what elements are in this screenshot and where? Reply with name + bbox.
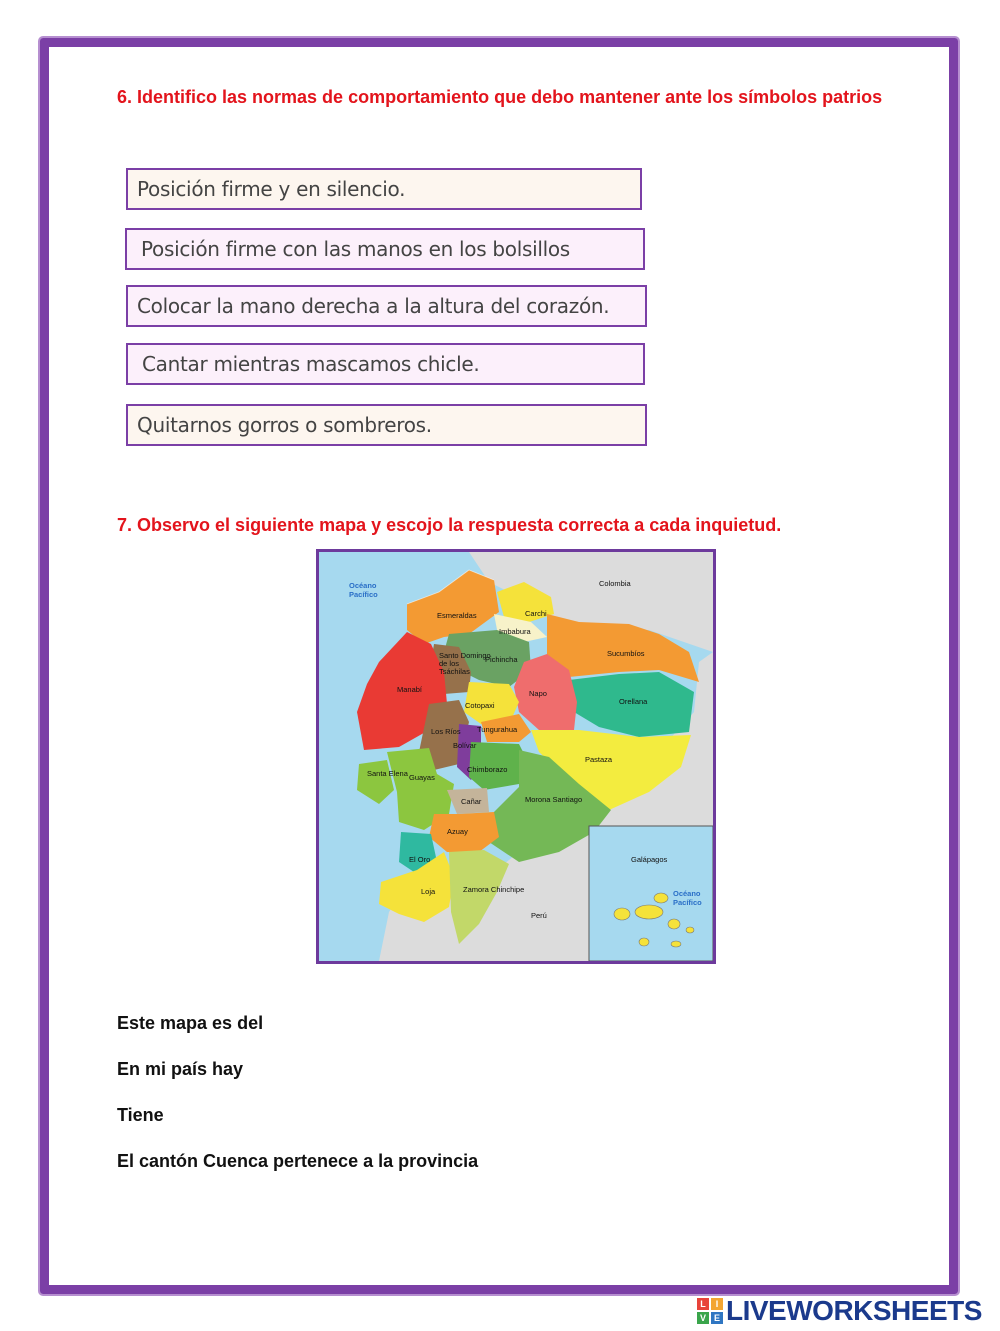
label-cotopaxi: Cotopaxi	[465, 701, 495, 710]
island-espanola	[671, 941, 681, 947]
option-1[interactable]: Posición firme y en silencio.	[126, 168, 642, 210]
label-sucumbios: Sucumbíos	[607, 649, 645, 658]
label-manabi: Manabí	[397, 685, 423, 694]
option-2[interactable]: Posición firme con las manos en los bolsillos	[125, 228, 645, 270]
label-oceano: Océano Pacífico	[349, 581, 378, 599]
label-loja: Loja	[421, 887, 436, 896]
island-floreana	[639, 938, 649, 946]
label-chimborazo: Chimborazo	[467, 765, 508, 774]
label-tungurahua: Tungurahua	[477, 725, 518, 734]
island-santiago	[654, 893, 668, 903]
label-colombia: Colombia	[599, 579, 631, 588]
watermark-text: LIVEWORKSHEETS	[726, 1295, 982, 1326]
option-3[interactable]: Colocar la mano derecha a la altura del corazón.	[126, 285, 647, 327]
island-fernandina	[614, 908, 630, 920]
label-peru: Perú	[531, 911, 547, 920]
label-oceano-galapagos: Océano Pacífico	[673, 889, 702, 907]
label-zamora: Zamora Chinchipe	[463, 885, 525, 894]
island-isabela	[635, 905, 663, 919]
answer-line-2: En mi país hay	[117, 1059, 244, 1079]
label-bolivar: Bolívar	[453, 741, 477, 750]
question-6-title: 6. Identifico las normas de comportamiento que debo mantener ante los símbolos patrios	[117, 87, 883, 107]
label-carchi: Carchi	[525, 609, 547, 618]
option-4[interactable]: Cantar mientras mascamos chicle.	[126, 343, 645, 385]
label-santo-domingo: Santo Domingo de los Tsáchilas	[439, 651, 491, 676]
label-azuay: Azuay	[447, 827, 468, 836]
label-santa-elena: Santa Elena	[367, 769, 408, 778]
island-santa-cruz	[668, 919, 680, 929]
liveworksheets-watermark	[697, 1294, 982, 1328]
label-el-oro: El Oro	[409, 855, 431, 864]
ecuador-map	[316, 549, 716, 964]
label-canar: Cañar	[461, 797, 482, 806]
label-imbabura: Imbabura	[499, 627, 531, 636]
island-san-cristobal	[686, 927, 694, 933]
label-morona: Morona Santiago	[525, 795, 583, 804]
answer-line-3: Tiene	[117, 1105, 164, 1125]
label-esmeraldas: Esmeraldas	[437, 611, 477, 620]
answer-line-4: El cantón Cuenca pertenece a la provincia	[117, 1151, 479, 1171]
label-pastaza: Pastaza	[585, 755, 613, 764]
answer-line-1: Este mapa es del	[117, 1013, 264, 1033]
option-5[interactable]: Quitarnos gorros o sombreros.	[126, 404, 647, 446]
question-7-title: 7. Observo el siguiente mapa y escojo la respuesta correcta a cada inquietud.	[117, 515, 782, 535]
label-orellana: Orellana	[619, 697, 648, 706]
label-napo: Napo	[529, 689, 547, 698]
label-guayas: Guayas	[409, 773, 435, 782]
label-galapagos: Galápagos	[631, 855, 668, 864]
liveworksheets-logo-icon: L I V E	[697, 1298, 723, 1324]
label-pichincha: Pichincha	[485, 655, 518, 664]
label-los-rios: Los Ríos	[431, 727, 461, 736]
